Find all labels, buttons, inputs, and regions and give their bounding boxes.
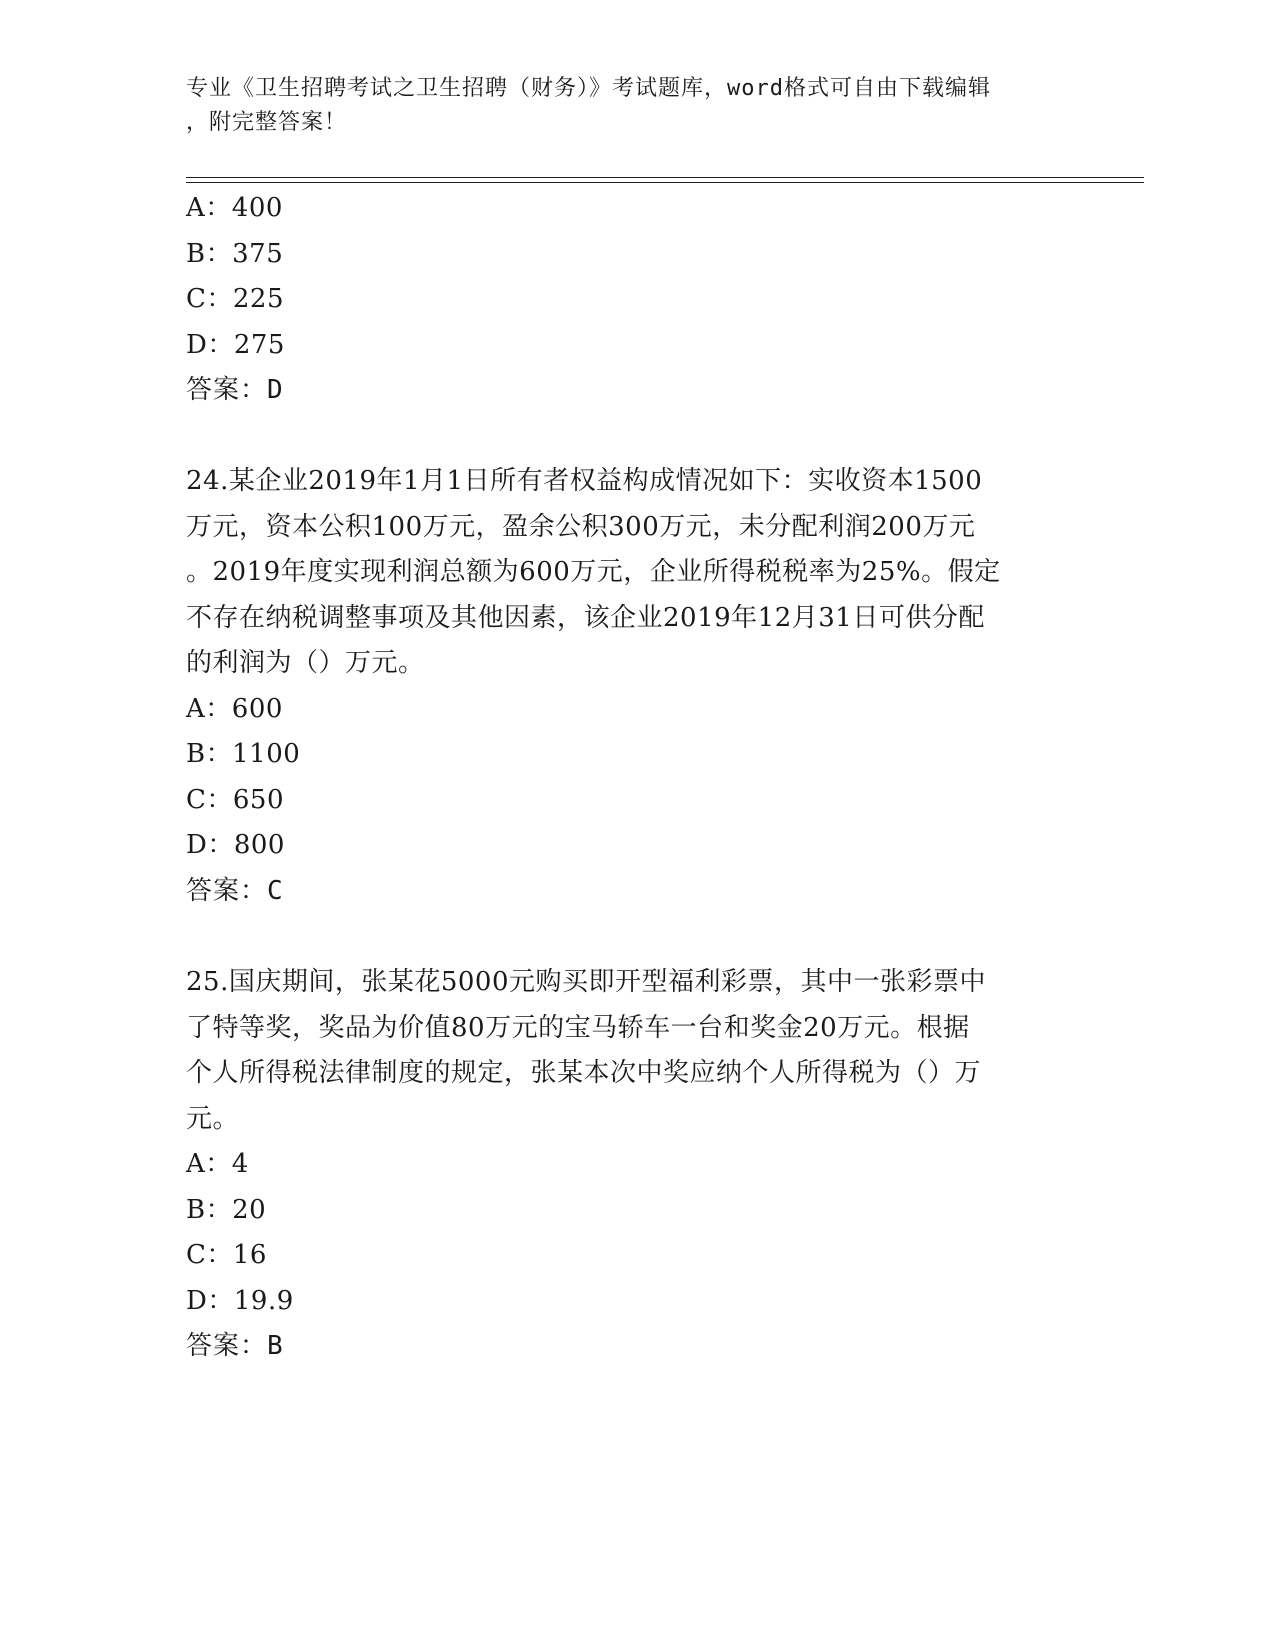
question-text-line: 了特等奖，奖品为价值80万元的宝马轿车一台和奖金20万元。根据 — [186, 1012, 970, 1043]
option-c: C：650 — [186, 784, 285, 815]
question-24 — [186, 459, 1066, 914]
question-text-line: 24.某企业2019年1月1日所有者权益构成情况如下：实收资本1500 — [186, 466, 983, 496]
option-d: D：275 — [186, 329, 285, 360]
header-divider-bottom — [186, 182, 1144, 183]
document-header — [186, 72, 1066, 140]
question-text-line: 。2019年度实现利润总额为600万元，企业所得税税率为25%。假定 — [186, 557, 1001, 587]
option-b: B：375 — [186, 238, 284, 269]
header-line-2: ，附完整答案！ — [186, 110, 348, 135]
question-text-line: 万元，资本公积100万元，盈余公积300万元，未分配利润200万元 — [186, 511, 976, 542]
question-text-line: 个人所得税法律制度的规定，张某本次中奖应纳个人所得税为（）万 — [186, 1058, 982, 1088]
option-a: A：600 — [186, 693, 283, 724]
prev-question — [186, 186, 1066, 414]
option-b: B：1100 — [186, 739, 301, 769]
question-text-line: 元。 — [186, 1103, 240, 1134]
answer: 答案：B — [186, 1331, 284, 1361]
option-a: A：4 — [186, 1149, 249, 1179]
option-a: A：400 — [186, 193, 283, 223]
option-c: C：225 — [186, 284, 285, 314]
header-line-1: 专业《卫生招聘考试之卫生招聘（财务）》考试题库，word格式可自由下载编辑 — [186, 76, 991, 101]
option-b: B：20 — [186, 1194, 267, 1225]
option-d: D：800 — [186, 830, 285, 860]
question-text-line: 25.国庆期间，张某花5000元购买即开型福利彩票，其中一张彩票中 — [186, 967, 987, 997]
option-c: C：16 — [186, 1240, 267, 1270]
question-text-line: 不存在纳税调整事项及其他因素，该企业2019年12月31日可供分配 — [186, 602, 985, 633]
answer: 答案：D — [186, 375, 284, 405]
answer: 答案：C — [186, 875, 284, 906]
question-text-line: 的利润为（）万元。 — [186, 648, 425, 678]
option-d: D：19.9 — [186, 1285, 294, 1316]
question-25 — [186, 960, 1066, 1370]
header-divider-top — [186, 177, 1144, 178]
